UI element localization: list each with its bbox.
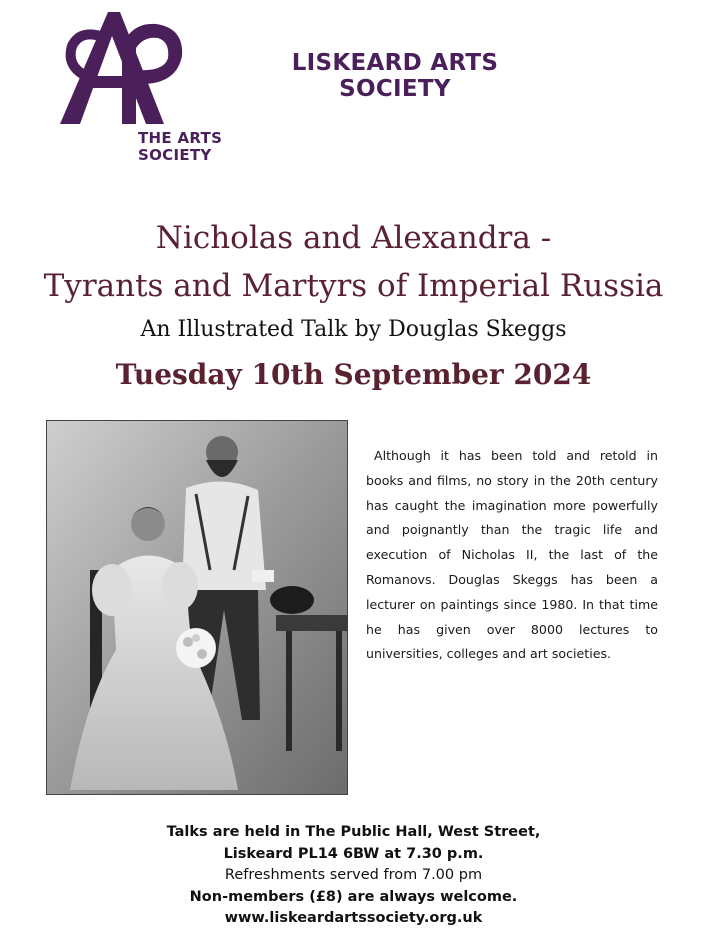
logo-caption-line1: THE ARTS bbox=[138, 129, 223, 147]
non-members-line: Non-members (£8) are always welcome. bbox=[189, 888, 518, 905]
logo-caption bbox=[138, 130, 248, 164]
logo-caption-line2: SOCIETY bbox=[138, 146, 212, 164]
event-title-line1: Nicholas and Alexandra - bbox=[155, 220, 552, 256]
venue-line2: Liskeard PL14 6BW at 7.30 p.m. bbox=[223, 845, 484, 862]
talk-description: Although it has been told and retold in books and films, no story in the 20th century has caught the imagination more powerfully and poignantly than the tragic life and execution of Nicholas II, the last of the Romanovs. Douglas Skeggs has been a lecturer on paintings since 1980. In that time he has given over 8000 lectures to universities, colleges and art societies. bbox=[366, 448, 658, 662]
event-subtitle: An Illustrated Talk by Douglas Skeggs bbox=[140, 317, 567, 342]
portrait-photo-icon bbox=[46, 420, 348, 795]
society-name-line2: SOCIETY bbox=[339, 76, 451, 102]
event-title-line2: Tyrants and Martyrs of Imperial Russia bbox=[43, 268, 664, 304]
venue-line1: Talks are held in The Public Hall, West Street, bbox=[166, 824, 541, 840]
arts-society-logo-icon bbox=[56, 6, 206, 132]
society-name bbox=[270, 50, 520, 102]
venue-info bbox=[0, 822, 707, 930]
website-link[interactable]: www.liskeardartssociety.org.uk bbox=[224, 910, 483, 927]
event-date: Tuesday 10th September 2024 bbox=[115, 358, 592, 391]
refreshments-line: Refreshments served from 7.00 pm bbox=[224, 867, 483, 884]
society-name-line1: LISKEARD ARTS bbox=[291, 50, 499, 76]
